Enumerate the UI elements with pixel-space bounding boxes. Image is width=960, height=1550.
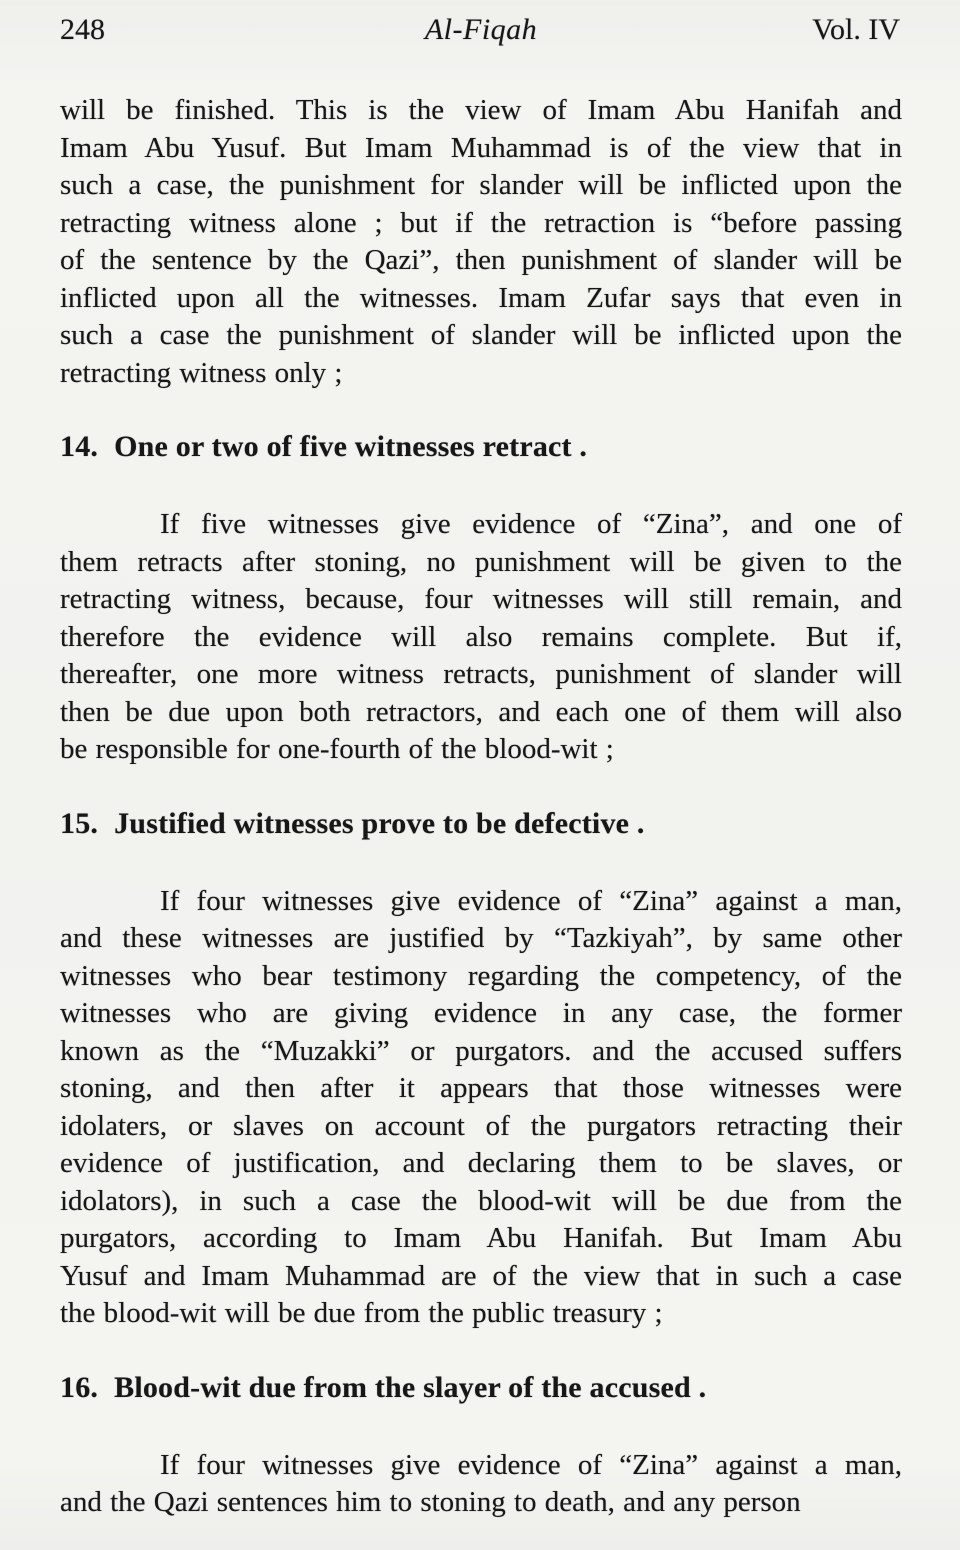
- section-number: 14.: [60, 430, 99, 463]
- page-header: [60, 10, 902, 56]
- section-heading: [60, 807, 902, 841]
- text-line: will be finished. This is the view of Imam Abu Hanifah and: [60, 94, 902, 126]
- paragraph: [60, 883, 902, 1333]
- text-line: witnesses who are giving evidence in any case, the former: [60, 997, 902, 1029]
- text-line: such a case, the punishment for slander will be inflicted upon the: [60, 169, 902, 201]
- text-line: therefore the evidence will also remains complete. But if,: [60, 620, 902, 653]
- text-line: retracting witness only ;: [60, 356, 343, 389]
- text-line: be responsible for one-fourth of the blood-wit ;: [60, 733, 614, 765]
- paragraph: [60, 92, 902, 392]
- text-line: thereafter, one more witness retracts, punishment of slander will: [60, 658, 902, 690]
- section-number: 15.: [60, 806, 99, 840]
- text-line: known as the “Muzakki” or purgators. and the accused suffers: [60, 1034, 902, 1067]
- text-line: such a case the punishment of slander will be inflicted upon the: [60, 319, 902, 351]
- text-line: stoning, and then after it appears that those witnesses were: [60, 1072, 902, 1104]
- text-line: Yusuf and Imam Muhammad are of the view that in such a case: [60, 1259, 902, 1292]
- text-line: retracting witness alone ; but if the retraction is “before passing: [60, 206, 902, 239]
- section-title: Justified witnesses prove to be defective .: [114, 806, 645, 840]
- paragraph: [60, 506, 902, 769]
- text-line: retracting witness, because, four witnesses will still remain, and: [60, 583, 902, 615]
- paragraph: [60, 1447, 902, 1522]
- text-line: the blood-wit will be due from the public treasury ;: [60, 1297, 663, 1329]
- text-line: of the sentence by the Qazi”, then punishment of slander will be: [60, 244, 902, 276]
- volume-label: Vol. IV: [812, 13, 900, 46]
- book-title: Al-Fiqah: [424, 13, 538, 46]
- text-line: idolaters, or slaves on account of the purgators retracting their: [60, 1109, 902, 1142]
- section-title: Blood-wit due from the slayer of the accused .: [114, 1370, 707, 1404]
- text-line: idolators), in such a case the blood-wit will be due from the: [60, 1184, 902, 1217]
- text-line: Imam Abu Yusuf. But Imam Muhammad is of the view that in: [60, 131, 902, 164]
- text-line: purgators, according to Imam Abu Hanifah. But Imam Abu: [60, 1222, 902, 1254]
- text-line: If four witnesses give evidence of “Zina” against a man,: [160, 1448, 902, 1481]
- section-title: One or two of five witnesses retract .: [114, 430, 588, 463]
- section-heading: [60, 1371, 902, 1405]
- text-line: them retracts after stoning, no punishment will be given to the: [60, 545, 902, 578]
- section-heading: [60, 430, 902, 464]
- text-line: If four witnesses give evidence of “Zina” against a man,: [160, 884, 902, 917]
- text-line: inflicted upon all the witnesses. Imam Zufar says that even in: [60, 281, 902, 314]
- text-line: evidence of justification, and declaring them to be slaves, or: [60, 1147, 902, 1179]
- page-content: [60, 92, 902, 1522]
- text-line: and these witnesses are justified by “Tazkiyah”, by same other: [60, 922, 902, 954]
- text-line: If five witnesses give evidence of “Zina”, and one of: [160, 508, 902, 540]
- section-number: 16.: [60, 1370, 99, 1404]
- text-line: then be due upon both retractors, and each one of them will also: [60, 695, 902, 728]
- text-line: and the Qazi sentences him to stoning to death, and any person: [60, 1486, 801, 1518]
- text-line: witnesses who bear testimony regarding the competency, of the: [60, 959, 902, 992]
- page-number: 248: [60, 13, 105, 46]
